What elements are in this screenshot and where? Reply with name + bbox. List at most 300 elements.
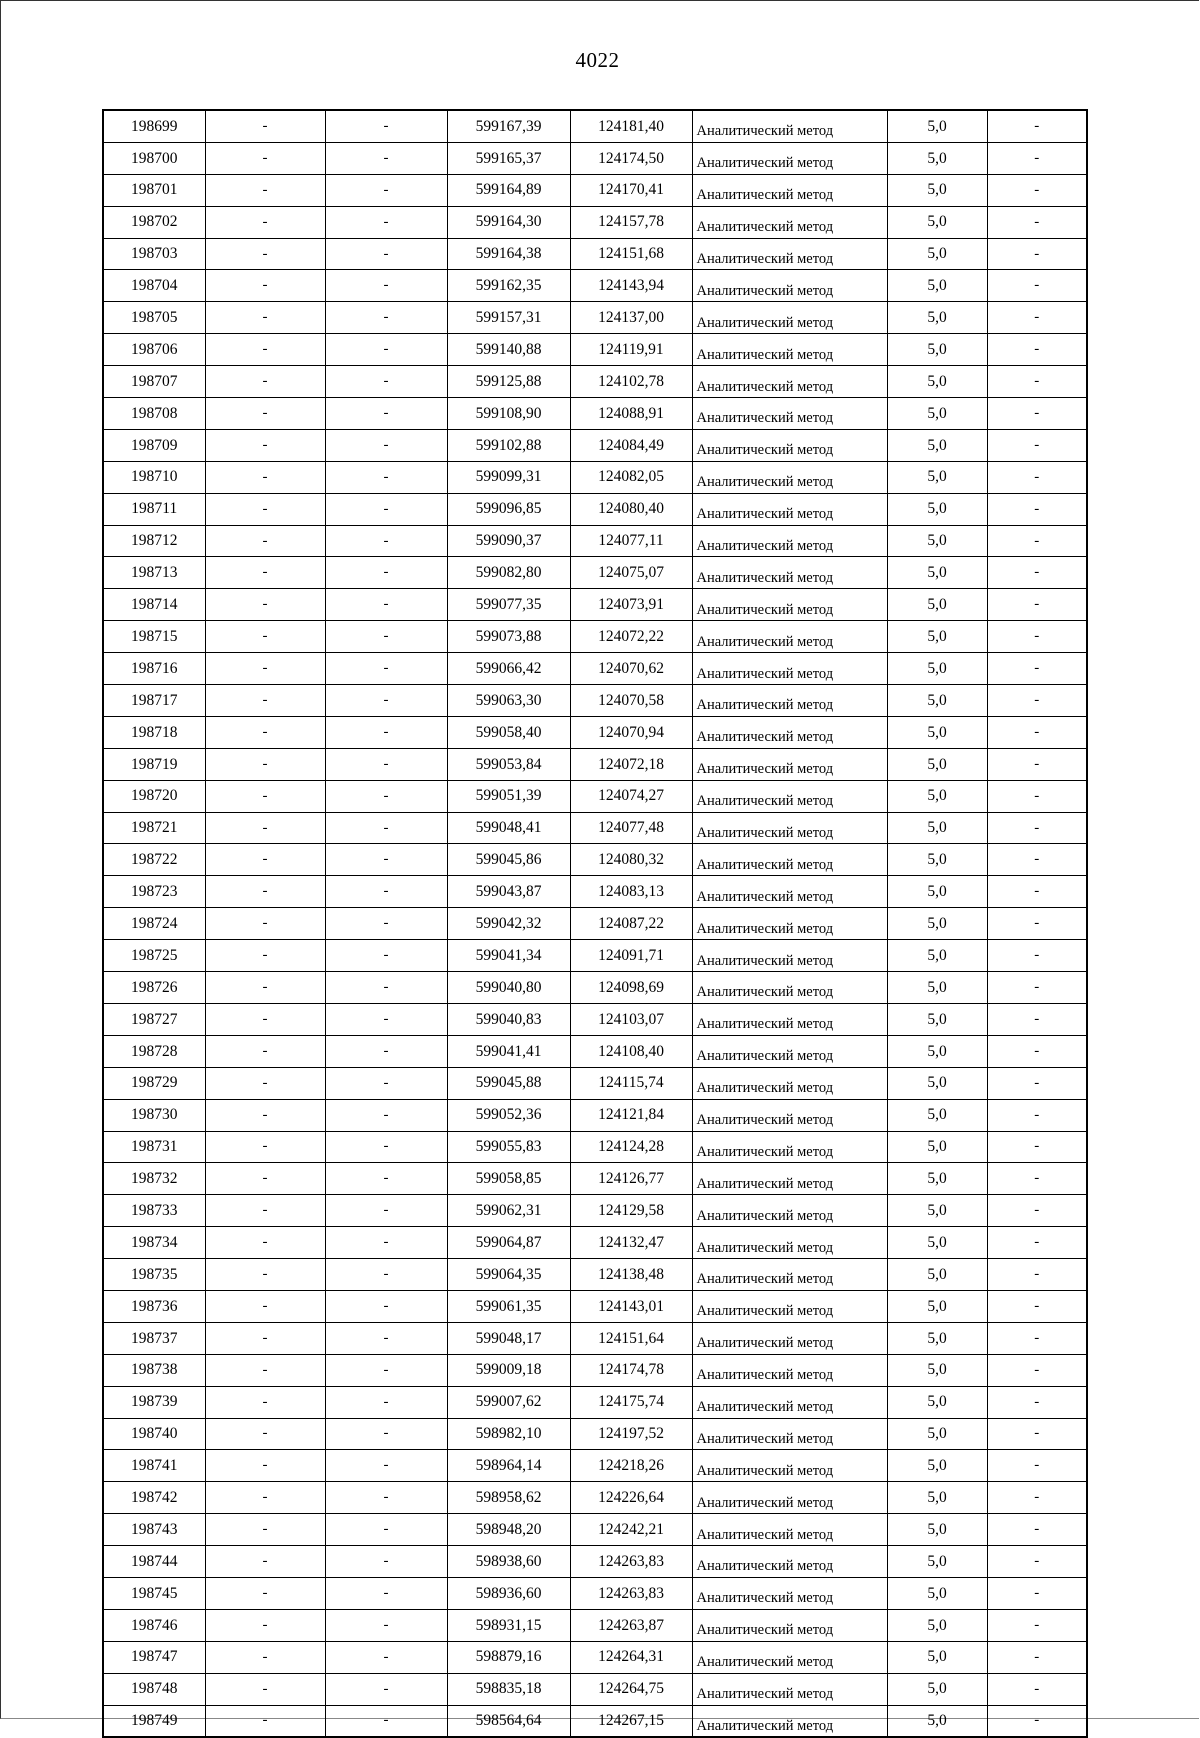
empty-cell-c: - <box>987 493 1087 525</box>
accuracy: 5,0 <box>887 525 987 557</box>
empty-cell-c: - <box>987 653 1087 685</box>
x-coordinate: 599062,31 <box>447 1195 570 1227</box>
method: Аналитический метод <box>692 142 887 174</box>
y-coordinate: 124072,22 <box>570 621 692 653</box>
x-coordinate: 599099,31 <box>447 461 570 493</box>
accuracy: 5,0 <box>887 1099 987 1131</box>
point-number: 198741 <box>103 1450 205 1482</box>
table-row <box>103 1482 1087 1514</box>
empty-cell-b: - <box>325 302 447 334</box>
point-number: 198719 <box>103 748 205 780</box>
empty-cell-c: - <box>987 589 1087 621</box>
table-row <box>103 621 1087 653</box>
empty-cell-a: - <box>205 1035 325 1067</box>
accuracy: 5,0 <box>887 1227 987 1259</box>
method: Аналитический метод <box>692 621 887 653</box>
accuracy: 5,0 <box>887 334 987 366</box>
method: Аналитический метод <box>692 174 887 206</box>
y-coordinate: 124077,48 <box>570 812 692 844</box>
empty-cell-a: - <box>205 1099 325 1131</box>
empty-cell-b: - <box>325 493 447 525</box>
table-row <box>103 812 1087 844</box>
method: Аналитический метод <box>692 1673 887 1705</box>
accuracy: 5,0 <box>887 398 987 430</box>
point-number: 198699 <box>103 110 205 142</box>
method: Аналитический метод <box>692 110 887 142</box>
accuracy: 5,0 <box>887 1163 987 1195</box>
y-coordinate: 124132,47 <box>570 1227 692 1259</box>
empty-cell-b: - <box>325 876 447 908</box>
y-coordinate: 124074,27 <box>570 780 692 812</box>
y-coordinate: 124070,94 <box>570 716 692 748</box>
x-coordinate: 599048,17 <box>447 1322 570 1354</box>
x-coordinate: 599041,34 <box>447 940 570 972</box>
y-coordinate: 124080,40 <box>570 493 692 525</box>
method: Аналитический метод <box>692 1354 887 1386</box>
empty-cell-a: - <box>205 1259 325 1291</box>
table-row <box>103 1227 1087 1259</box>
method: Аналитический метод <box>692 206 887 238</box>
empty-cell-a: - <box>205 366 325 398</box>
empty-cell-a: - <box>205 270 325 302</box>
empty-cell-c: - <box>987 1482 1087 1514</box>
empty-cell-a: - <box>205 748 325 780</box>
method: Аналитический метод <box>692 270 887 302</box>
accuracy: 5,0 <box>887 908 987 940</box>
x-coordinate: 598938,60 <box>447 1546 570 1578</box>
empty-cell-c: - <box>987 1290 1087 1322</box>
y-coordinate: 124264,75 <box>570 1673 692 1705</box>
empty-cell-b: - <box>325 1354 447 1386</box>
method: Аналитический метод <box>692 748 887 780</box>
x-coordinate: 599055,83 <box>447 1131 570 1163</box>
x-coordinate: 599066,42 <box>447 653 570 685</box>
table-row <box>103 398 1087 430</box>
accuracy: 5,0 <box>887 1195 987 1227</box>
x-coordinate: 599048,41 <box>447 812 570 844</box>
table-row <box>103 940 1087 972</box>
accuracy: 5,0 <box>887 748 987 780</box>
empty-cell-a: - <box>205 238 325 270</box>
y-coordinate: 124138,48 <box>570 1259 692 1291</box>
x-coordinate: 599042,32 <box>447 908 570 940</box>
x-coordinate: 598948,20 <box>447 1514 570 1546</box>
table-row <box>103 748 1087 780</box>
x-coordinate: 599052,36 <box>447 1099 570 1131</box>
method: Аналитический метод <box>692 1386 887 1418</box>
table-row <box>103 589 1087 621</box>
empty-cell-b: - <box>325 174 447 206</box>
empty-cell-b: - <box>325 812 447 844</box>
empty-cell-c: - <box>987 940 1087 972</box>
table-row <box>103 1163 1087 1195</box>
table-row <box>103 685 1087 717</box>
method: Аналитический метод <box>692 876 887 908</box>
empty-cell-b: - <box>325 206 447 238</box>
point-number: 198723 <box>103 876 205 908</box>
empty-cell-b: - <box>325 1609 447 1641</box>
method: Аналитический метод <box>692 1322 887 1354</box>
point-number: 198744 <box>103 1546 205 1578</box>
accuracy: 5,0 <box>887 685 987 717</box>
empty-cell-b: - <box>325 366 447 398</box>
table-row <box>103 1641 1087 1673</box>
y-coordinate: 124088,91 <box>570 398 692 430</box>
method: Аналитический метод <box>692 366 887 398</box>
table-row <box>103 716 1087 748</box>
empty-cell-a: - <box>205 1577 325 1609</box>
table-row <box>103 1450 1087 1482</box>
empty-cell-c: - <box>987 270 1087 302</box>
x-coordinate: 599162,35 <box>447 270 570 302</box>
x-coordinate: 599045,88 <box>447 1067 570 1099</box>
empty-cell-b: - <box>325 1514 447 1546</box>
empty-cell-b: - <box>325 940 447 972</box>
method: Аналитический метод <box>692 429 887 461</box>
method: Аналитический метод <box>692 1003 887 1035</box>
x-coordinate: 599165,37 <box>447 142 570 174</box>
y-coordinate: 124119,91 <box>570 334 692 366</box>
x-coordinate: 599073,88 <box>447 621 570 653</box>
point-number: 198748 <box>103 1673 205 1705</box>
x-coordinate: 598982,10 <box>447 1418 570 1450</box>
empty-cell-b: - <box>325 1482 447 1514</box>
y-coordinate: 124151,64 <box>570 1322 692 1354</box>
empty-cell-c: - <box>987 1195 1087 1227</box>
table-row <box>103 972 1087 1004</box>
point-number: 198710 <box>103 461 205 493</box>
empty-cell-c: - <box>987 1641 1087 1673</box>
accuracy: 5,0 <box>887 621 987 653</box>
empty-cell-c: - <box>987 1131 1087 1163</box>
empty-cell-c: - <box>987 908 1087 940</box>
y-coordinate: 124242,21 <box>570 1514 692 1546</box>
x-coordinate: 599102,88 <box>447 429 570 461</box>
y-coordinate: 124151,68 <box>570 238 692 270</box>
method: Аналитический метод <box>692 1705 887 1737</box>
accuracy: 5,0 <box>887 1035 987 1067</box>
point-number: 198731 <box>103 1131 205 1163</box>
empty-cell-a: - <box>205 429 325 461</box>
empty-cell-a: - <box>205 142 325 174</box>
x-coordinate: 598879,16 <box>447 1641 570 1673</box>
accuracy: 5,0 <box>887 876 987 908</box>
point-number: 198707 <box>103 366 205 398</box>
x-coordinate: 599045,86 <box>447 844 570 876</box>
y-coordinate: 124143,94 <box>570 270 692 302</box>
table-row <box>103 1354 1087 1386</box>
point-number: 198728 <box>103 1035 205 1067</box>
y-coordinate: 124103,07 <box>570 1003 692 1035</box>
empty-cell-a: - <box>205 110 325 142</box>
empty-cell-a: - <box>205 302 325 334</box>
empty-cell-b: - <box>325 1290 447 1322</box>
empty-cell-b: - <box>325 1003 447 1035</box>
empty-cell-c: - <box>987 1577 1087 1609</box>
empty-cell-c: - <box>987 1705 1087 1737</box>
empty-cell-b: - <box>325 1418 447 1450</box>
method: Аналитический метод <box>692 557 887 589</box>
empty-cell-c: - <box>987 1259 1087 1291</box>
x-coordinate: 599043,87 <box>447 876 570 908</box>
empty-cell-b: - <box>325 1577 447 1609</box>
empty-cell-a: - <box>205 1354 325 1386</box>
empty-cell-c: - <box>987 972 1087 1004</box>
empty-cell-a: - <box>205 1163 325 1195</box>
empty-cell-a: - <box>205 972 325 1004</box>
method: Аналитический метод <box>692 1418 887 1450</box>
y-coordinate: 124175,74 <box>570 1386 692 1418</box>
empty-cell-c: - <box>987 876 1087 908</box>
method: Аналитический метод <box>692 812 887 844</box>
empty-cell-c: - <box>987 1099 1087 1131</box>
method: Аналитический метод <box>692 1450 887 1482</box>
method: Аналитический метод <box>692 1609 887 1641</box>
accuracy: 5,0 <box>887 1546 987 1578</box>
empty-cell-c: - <box>987 206 1087 238</box>
empty-cell-b: - <box>325 398 447 430</box>
empty-cell-a: - <box>205 1705 325 1737</box>
method: Аналитический метод <box>692 844 887 876</box>
method: Аналитический метод <box>692 1131 887 1163</box>
empty-cell-a: - <box>205 1003 325 1035</box>
empty-cell-b: - <box>325 780 447 812</box>
table-row <box>103 1099 1087 1131</box>
point-number: 198737 <box>103 1322 205 1354</box>
empty-cell-a: - <box>205 908 325 940</box>
empty-cell-a: - <box>205 174 325 206</box>
empty-cell-b: - <box>325 1641 447 1673</box>
empty-cell-c: - <box>987 1386 1087 1418</box>
table-row <box>103 206 1087 238</box>
x-coordinate: 599096,85 <box>447 493 570 525</box>
point-number: 198739 <box>103 1386 205 1418</box>
y-coordinate: 124218,26 <box>570 1450 692 1482</box>
empty-cell-b: - <box>325 1546 447 1578</box>
y-coordinate: 124226,64 <box>570 1482 692 1514</box>
accuracy: 5,0 <box>887 844 987 876</box>
point-number: 198749 <box>103 1705 205 1737</box>
table-row <box>103 525 1087 557</box>
accuracy: 5,0 <box>887 302 987 334</box>
empty-cell-c: - <box>987 780 1087 812</box>
x-coordinate: 599051,39 <box>447 780 570 812</box>
accuracy: 5,0 <box>887 366 987 398</box>
method: Аналитический метод <box>692 589 887 621</box>
empty-cell-c: - <box>987 334 1087 366</box>
point-number: 198717 <box>103 685 205 717</box>
y-coordinate: 124137,00 <box>570 302 692 334</box>
accuracy: 5,0 <box>887 780 987 812</box>
empty-cell-b: - <box>325 1163 447 1195</box>
y-coordinate: 124102,78 <box>570 366 692 398</box>
x-coordinate: 599140,88 <box>447 334 570 366</box>
x-coordinate: 599164,89 <box>447 174 570 206</box>
table-row <box>103 461 1087 493</box>
table-row <box>103 334 1087 366</box>
empty-cell-a: - <box>205 844 325 876</box>
point-number: 198746 <box>103 1609 205 1641</box>
table-row <box>103 110 1087 142</box>
accuracy: 5,0 <box>887 142 987 174</box>
x-coordinate: 599058,85 <box>447 1163 570 1195</box>
empty-cell-b: - <box>325 142 447 174</box>
empty-cell-a: - <box>205 812 325 844</box>
x-coordinate: 599064,87 <box>447 1227 570 1259</box>
accuracy: 5,0 <box>887 1418 987 1450</box>
table-row <box>103 238 1087 270</box>
x-coordinate: 599082,80 <box>447 557 570 589</box>
table-row <box>103 1035 1087 1067</box>
empty-cell-c: - <box>987 1163 1087 1195</box>
y-coordinate: 124157,78 <box>570 206 692 238</box>
point-number: 198714 <box>103 589 205 621</box>
empty-cell-b: - <box>325 589 447 621</box>
empty-cell-c: - <box>987 1322 1087 1354</box>
method: Аналитический метод <box>692 398 887 430</box>
accuracy: 5,0 <box>887 1641 987 1673</box>
y-coordinate: 124098,69 <box>570 972 692 1004</box>
point-number: 198727 <box>103 1003 205 1035</box>
empty-cell-b: - <box>325 1067 447 1099</box>
x-coordinate: 599007,62 <box>447 1386 570 1418</box>
x-coordinate: 599061,35 <box>447 1290 570 1322</box>
table-row <box>103 1290 1087 1322</box>
empty-cell-a: - <box>205 398 325 430</box>
method: Аналитический метод <box>692 1259 887 1291</box>
point-number: 198705 <box>103 302 205 334</box>
empty-cell-a: - <box>205 1450 325 1482</box>
empty-cell-c: - <box>987 844 1087 876</box>
empty-cell-b: - <box>325 685 447 717</box>
table-row <box>103 302 1087 334</box>
empty-cell-a: - <box>205 1514 325 1546</box>
point-number: 198706 <box>103 334 205 366</box>
method: Аналитический метод <box>692 653 887 685</box>
x-coordinate: 599009,18 <box>447 1354 570 1386</box>
point-number: 198718 <box>103 716 205 748</box>
empty-cell-a: - <box>205 1386 325 1418</box>
x-coordinate: 599063,30 <box>447 685 570 717</box>
y-coordinate: 124263,83 <box>570 1577 692 1609</box>
empty-cell-c: - <box>987 142 1087 174</box>
y-coordinate: 124115,74 <box>570 1067 692 1099</box>
y-coordinate: 124080,32 <box>570 844 692 876</box>
method: Аналитический метод <box>692 493 887 525</box>
empty-cell-a: - <box>205 1609 325 1641</box>
method: Аналитический метод <box>692 972 887 1004</box>
method: Аналитический метод <box>692 461 887 493</box>
accuracy: 5,0 <box>887 493 987 525</box>
table-row <box>103 557 1087 589</box>
empty-cell-b: - <box>325 1227 447 1259</box>
x-coordinate: 599077,35 <box>447 589 570 621</box>
table-row <box>103 1322 1087 1354</box>
y-coordinate: 124264,31 <box>570 1641 692 1673</box>
empty-cell-a: - <box>205 1131 325 1163</box>
empty-cell-c: - <box>987 1354 1087 1386</box>
empty-cell-c: - <box>987 525 1087 557</box>
empty-cell-a: - <box>205 940 325 972</box>
x-coordinate: 599125,88 <box>447 366 570 398</box>
accuracy: 5,0 <box>887 238 987 270</box>
empty-cell-a: - <box>205 1641 325 1673</box>
point-number: 198708 <box>103 398 205 430</box>
method: Аналитический метод <box>692 1163 887 1195</box>
accuracy: 5,0 <box>887 1514 987 1546</box>
empty-cell-b: - <box>325 1673 447 1705</box>
x-coordinate: 599053,84 <box>447 748 570 780</box>
table-row <box>103 1609 1087 1641</box>
table-row <box>103 1673 1087 1705</box>
empty-cell-b: - <box>325 653 447 685</box>
y-coordinate: 124143,01 <box>570 1290 692 1322</box>
x-coordinate: 599040,83 <box>447 1003 570 1035</box>
y-coordinate: 124070,58 <box>570 685 692 717</box>
method: Аналитический метод <box>692 525 887 557</box>
table-body <box>103 110 1087 1737</box>
table-row <box>103 429 1087 461</box>
accuracy: 5,0 <box>887 1003 987 1035</box>
y-coordinate: 124197,52 <box>570 1418 692 1450</box>
table-row <box>103 1195 1087 1227</box>
table-row <box>103 908 1087 940</box>
point-number: 198732 <box>103 1163 205 1195</box>
method: Аналитический метод <box>692 1546 887 1578</box>
x-coordinate: 599040,80 <box>447 972 570 1004</box>
accuracy: 5,0 <box>887 1131 987 1163</box>
point-number: 198725 <box>103 940 205 972</box>
x-coordinate: 599090,37 <box>447 525 570 557</box>
empty-cell-b: - <box>325 1195 447 1227</box>
y-coordinate: 124174,78 <box>570 1354 692 1386</box>
point-number: 198724 <box>103 908 205 940</box>
empty-cell-b: - <box>325 1099 447 1131</box>
point-number: 198712 <box>103 525 205 557</box>
y-coordinate: 124108,40 <box>570 1035 692 1067</box>
y-coordinate: 124129,58 <box>570 1195 692 1227</box>
accuracy: 5,0 <box>887 589 987 621</box>
point-number: 198747 <box>103 1641 205 1673</box>
method: Аналитический метод <box>692 1514 887 1546</box>
empty-cell-a: - <box>205 1673 325 1705</box>
point-number: 198745 <box>103 1577 205 1609</box>
empty-cell-a: - <box>205 780 325 812</box>
empty-cell-a: - <box>205 1546 325 1578</box>
table-row <box>103 876 1087 908</box>
point-number: 198736 <box>103 1290 205 1322</box>
table-row <box>103 142 1087 174</box>
empty-cell-c: - <box>987 557 1087 589</box>
empty-cell-c: - <box>987 1003 1087 1035</box>
empty-cell-b: - <box>325 1705 447 1737</box>
empty-cell-c: - <box>987 812 1087 844</box>
empty-cell-a: - <box>205 334 325 366</box>
y-coordinate: 124091,71 <box>570 940 692 972</box>
empty-cell-b: - <box>325 1450 447 1482</box>
point-number: 198713 <box>103 557 205 589</box>
y-coordinate: 124174,50 <box>570 142 692 174</box>
x-coordinate: 599164,30 <box>447 206 570 238</box>
y-coordinate: 124121,84 <box>570 1099 692 1131</box>
empty-cell-c: - <box>987 1546 1087 1578</box>
table-row <box>103 1003 1087 1035</box>
accuracy: 5,0 <box>887 270 987 302</box>
table-row <box>103 174 1087 206</box>
accuracy: 5,0 <box>887 1386 987 1418</box>
accuracy: 5,0 <box>887 1290 987 1322</box>
method: Аналитический метод <box>692 716 887 748</box>
